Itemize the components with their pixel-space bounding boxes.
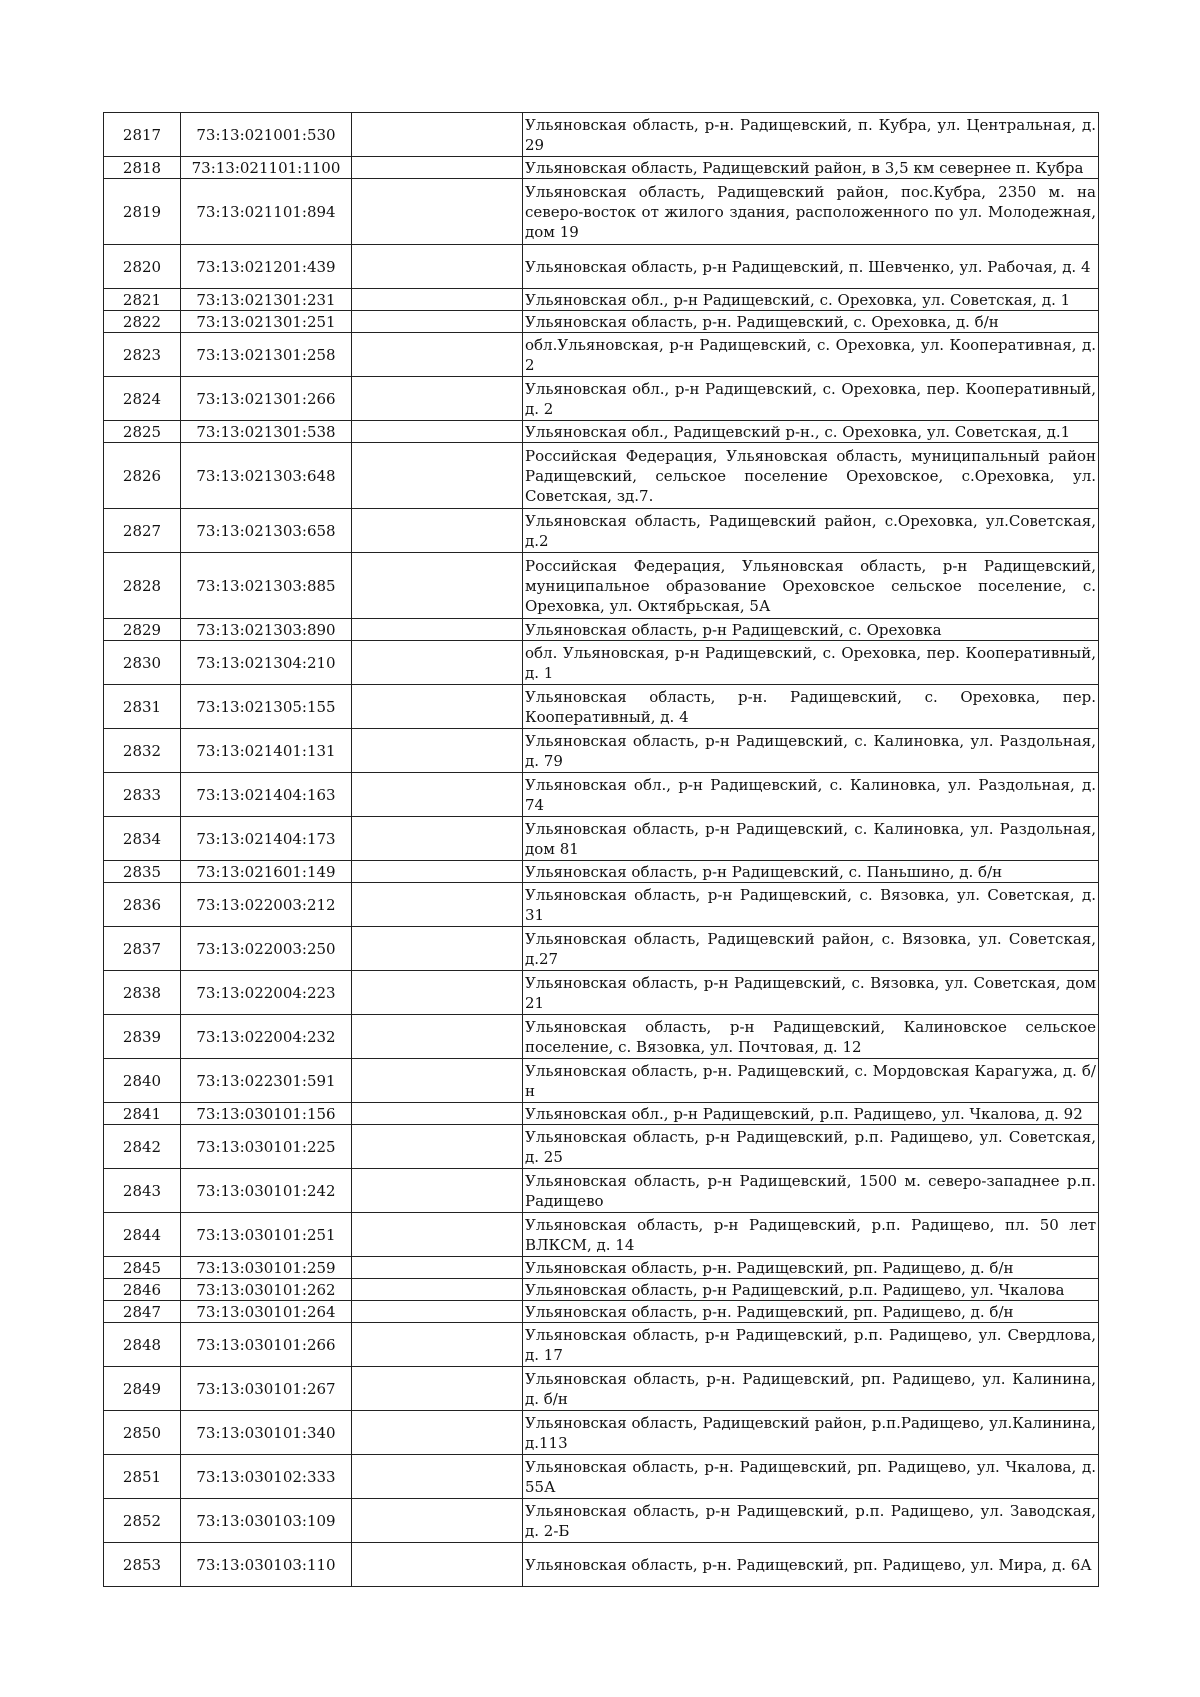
- address-cell: Ульяновская область, р-н Радищевский, с. Паньшино, д. б/н: [523, 861, 1099, 883]
- cadastral-number-cell: 73:13:030101:267: [181, 1367, 352, 1411]
- empty-cell: [352, 1015, 523, 1059]
- table-row: [104, 311, 1099, 333]
- table-row: [104, 1499, 1099, 1543]
- row-number-cell: 2831: [104, 685, 181, 729]
- address-cell: Ульяновская область, р-н Радищевский, р.п. Радищево, ул. Заводская, д. 2-Б: [523, 1499, 1099, 1543]
- address-cell: Ульяновская область, р-н Радищевский, р.п. Радищево, ул. Свердлова, д. 17: [523, 1323, 1099, 1367]
- address-cell: Ульяновская обл., р-н Радищевский, с. Калиновка, ул. Раздольная, д. 74: [523, 773, 1099, 817]
- address-cell: Ульяновская область, р-н. Радищевский, рп. Радищево, д. б/н: [523, 1301, 1099, 1323]
- address-cell: Российская Федерация, Ульяновская область, р-н Радищевский, муниципальное образование Ореховское сельское поселение, с. Ореховка, ул. Октябрьская, 5А: [523, 553, 1099, 619]
- row-number-cell: 2826: [104, 443, 181, 509]
- cadastral-number-cell: 73:13:030102:333: [181, 1455, 352, 1499]
- address-cell: Ульяновская обл., р-н Радищевский, с. Ореховка, пер. Кооперативный, д. 2: [523, 377, 1099, 421]
- row-number-cell: 2841: [104, 1103, 181, 1125]
- table-row: [104, 773, 1099, 817]
- empty-cell: [352, 377, 523, 421]
- row-number-cell: 2823: [104, 333, 181, 377]
- table-row: [104, 729, 1099, 773]
- address-cell: Ульяновская область, р-н. Радищевский, рп. Радищево, ул. Калинина, д. б/н: [523, 1367, 1099, 1411]
- cadastral-number-cell: 73:13:021303:658: [181, 509, 352, 553]
- address-cell: обл. Ульяновская, р-н Радищевский, с. Ореховка, пер. Кооперативный, д. 1: [523, 641, 1099, 685]
- empty-cell: [352, 1125, 523, 1169]
- row-number-cell: 2845: [104, 1257, 181, 1279]
- row-number-cell: 2824: [104, 377, 181, 421]
- empty-cell: [352, 641, 523, 685]
- row-number-cell: 2836: [104, 883, 181, 927]
- address-cell: Ульяновская область, р-н Радищевский, р.п. Радищево, ул. Чкалова: [523, 1279, 1099, 1301]
- row-number-cell: 2850: [104, 1411, 181, 1455]
- empty-cell: [352, 773, 523, 817]
- empty-cell: [352, 1543, 523, 1587]
- cadastral-number-cell: 73:13:030101:262: [181, 1279, 352, 1301]
- table-row: [104, 971, 1099, 1015]
- empty-cell: [352, 1059, 523, 1103]
- table-row: [104, 1257, 1099, 1279]
- empty-cell: [352, 1169, 523, 1213]
- table-row: [104, 927, 1099, 971]
- address-cell: Ульяновская обл., Радищевский р-н., с. Ореховка, ул. Советская, д.1: [523, 421, 1099, 443]
- cadastral-number-cell: 73:13:022003:250: [181, 927, 352, 971]
- table-row: [104, 1103, 1099, 1125]
- row-number-cell: 2834: [104, 817, 181, 861]
- row-number-cell: 2853: [104, 1543, 181, 1587]
- cadastral-number-cell: 73:13:022003:212: [181, 883, 352, 927]
- empty-cell: [352, 729, 523, 773]
- cadastral-number-cell: 73:13:021401:131: [181, 729, 352, 773]
- table-row: [104, 245, 1099, 289]
- row-number-cell: 2821: [104, 289, 181, 311]
- row-number-cell: 2828: [104, 553, 181, 619]
- empty-cell: [352, 553, 523, 619]
- address-cell: Ульяновская область, р-н Радищевский, Калиновское сельское поселение, с. Вязовка, ул. Почтовая, д. 12: [523, 1015, 1099, 1059]
- cadastral-number-cell: 73:13:021303:648: [181, 443, 352, 509]
- table-row: [104, 1455, 1099, 1499]
- empty-cell: [352, 311, 523, 333]
- address-cell: Ульяновская область, р-н Радищевский, р.п. Радищево, пл. 50 лет ВЛКСМ, д. 14: [523, 1213, 1099, 1257]
- row-number-cell: 2843: [104, 1169, 181, 1213]
- cadastral-number-cell: 73:13:021301:258: [181, 333, 352, 377]
- empty-cell: [352, 333, 523, 377]
- row-number-cell: 2848: [104, 1323, 181, 1367]
- address-cell: Ульяновская область, р-н Радищевский, 1500 м. северо-западнее р.п. Радищево: [523, 1169, 1099, 1213]
- address-cell: Ульяновская обл., р-н Радищевский, с. Ореховка, ул. Советская, д. 1: [523, 289, 1099, 311]
- table-row: [104, 289, 1099, 311]
- cadastral-number-cell: 73:13:021305:155: [181, 685, 352, 729]
- table-row: [104, 619, 1099, 641]
- address-cell: Ульяновская область, р-н. Радищевский, рп. Радищево, ул. Чкалова, д. 55А: [523, 1455, 1099, 1499]
- table-row: [104, 553, 1099, 619]
- cadastral-number-cell: 73:13:030101:259: [181, 1257, 352, 1279]
- table-row: [104, 509, 1099, 553]
- cadastral-number-cell: 73:13:030103:110: [181, 1543, 352, 1587]
- row-number-cell: 2847: [104, 1301, 181, 1323]
- row-number-cell: 2820: [104, 245, 181, 289]
- row-number-cell: 2822: [104, 311, 181, 333]
- row-number-cell: 2849: [104, 1367, 181, 1411]
- address-cell: Ульяновская область, р-н Радищевский, с. Ореховка: [523, 619, 1099, 641]
- empty-cell: [352, 113, 523, 157]
- row-number-cell: 2839: [104, 1015, 181, 1059]
- table-row: [104, 157, 1099, 179]
- table-row: [104, 1279, 1099, 1301]
- address-cell: Ульяновская область, р-н. Радищевский, рп. Радищево, ул. Мира, д. 6А: [523, 1543, 1099, 1587]
- table-row: [104, 817, 1099, 861]
- row-number-cell: 2852: [104, 1499, 181, 1543]
- cadastral-number-cell: 73:13:030101:225: [181, 1125, 352, 1169]
- empty-cell: [352, 1257, 523, 1279]
- empty-cell: [352, 443, 523, 509]
- empty-cell: [352, 1455, 523, 1499]
- address-cell: Ульяновская область, р-н. Радищевский, с. Мордовская Карагужа, д. б/н: [523, 1059, 1099, 1103]
- table-row: [104, 861, 1099, 883]
- registry-table-body: [104, 113, 1099, 1587]
- cadastral-number-cell: 73:13:021303:890: [181, 619, 352, 641]
- cadastral-number-cell: 73:13:030101:264: [181, 1301, 352, 1323]
- empty-cell: [352, 619, 523, 641]
- empty-cell: [352, 817, 523, 861]
- row-number-cell: 2830: [104, 641, 181, 685]
- table-row: [104, 1543, 1099, 1587]
- row-number-cell: 2851: [104, 1455, 181, 1499]
- cadastral-number-cell: 73:13:022004:232: [181, 1015, 352, 1059]
- table-row: [104, 1301, 1099, 1323]
- row-number-cell: 2825: [104, 421, 181, 443]
- address-cell: Ульяновская область, р-н Радищевский, с. Вязовка, ул. Советская, дом 21: [523, 971, 1099, 1015]
- row-number-cell: 2817: [104, 113, 181, 157]
- address-cell: Ульяновская область, Радищевский район, в 3,5 км севернее п. Кубра: [523, 157, 1099, 179]
- empty-cell: [352, 1213, 523, 1257]
- address-cell: Ульяновская область, р-н Радищевский, р.п. Радищево, ул. Советская, д. 25: [523, 1125, 1099, 1169]
- cadastral-number-cell: 73:13:022301:591: [181, 1059, 352, 1103]
- cadastral-number-cell: 73:13:021101:1100: [181, 157, 352, 179]
- cadastral-number-cell: 73:13:021404:163: [181, 773, 352, 817]
- empty-cell: [352, 1103, 523, 1125]
- empty-cell: [352, 883, 523, 927]
- cadastral-number-cell: 73:13:021101:894: [181, 179, 352, 245]
- table-row: [104, 685, 1099, 729]
- empty-cell: [352, 157, 523, 179]
- table-row: [104, 1059, 1099, 1103]
- address-cell: Ульяновская область, р-н. Радищевский, рп. Радищево, д. б/н: [523, 1257, 1099, 1279]
- cadastral-number-cell: 73:13:030101:251: [181, 1213, 352, 1257]
- row-number-cell: 2827: [104, 509, 181, 553]
- table-row: [104, 1323, 1099, 1367]
- table-row: [104, 377, 1099, 421]
- row-number-cell: 2844: [104, 1213, 181, 1257]
- table-row: [104, 641, 1099, 685]
- cadastral-number-cell: 73:13:021301:266: [181, 377, 352, 421]
- empty-cell: [352, 971, 523, 1015]
- empty-cell: [352, 289, 523, 311]
- empty-cell: [352, 509, 523, 553]
- empty-cell: [352, 1411, 523, 1455]
- row-number-cell: 2835: [104, 861, 181, 883]
- row-number-cell: 2840: [104, 1059, 181, 1103]
- address-cell: Российская Федерация, Ульяновская область, муниципальный район Радищевский, сельское поселение Ореховское, с.Ореховка, ул. Советская, зд.7.: [523, 443, 1099, 509]
- empty-cell: [352, 927, 523, 971]
- table-row: [104, 333, 1099, 377]
- address-cell: Ульяновская область, р-н Радищевский, с. Вязовка, ул. Советская, д. 31: [523, 883, 1099, 927]
- table-row: [104, 1015, 1099, 1059]
- address-cell: Ульяновская область, р-н Радищевский, с. Калиновка, ул. Раздольная, д. 79: [523, 729, 1099, 773]
- address-cell: Ульяновская область, р-н. Радищевский, с. Ореховка, пер. Кооперативный, д. 4: [523, 685, 1099, 729]
- empty-cell: [352, 1367, 523, 1411]
- address-cell: Ульяновская область, р-н Радищевский, с. Калиновка, ул. Раздольная, дом 81: [523, 817, 1099, 861]
- address-cell: Ульяновская область, Радищевский район, пос.Кубра, 2350 м. на северо-восток от жилого здания, расположенного по ул. Молодежная, дом 19: [523, 179, 1099, 245]
- table-row: [104, 1367, 1099, 1411]
- table-row: [104, 421, 1099, 443]
- property-registry-table: [103, 112, 1099, 1587]
- address-cell: обл.Ульяновская, р-н Радищевский, с. Ореховка, ул. Кооперативная, д. 2: [523, 333, 1099, 377]
- row-number-cell: 2846: [104, 1279, 181, 1301]
- row-number-cell: 2837: [104, 927, 181, 971]
- empty-cell: [352, 685, 523, 729]
- cadastral-number-cell: 73:13:021404:173: [181, 817, 352, 861]
- empty-cell: [352, 421, 523, 443]
- table-row: [104, 883, 1099, 927]
- row-number-cell: 2832: [104, 729, 181, 773]
- empty-cell: [352, 1301, 523, 1323]
- row-number-cell: 2818: [104, 157, 181, 179]
- row-number-cell: 2829: [104, 619, 181, 641]
- table-row: [104, 113, 1099, 157]
- table-row: [104, 179, 1099, 245]
- cadastral-number-cell: 73:13:021201:439: [181, 245, 352, 289]
- empty-cell: [352, 1279, 523, 1301]
- address-cell: Ульяновская область, р-н. Радищевский, с. Ореховка, д. б/н: [523, 311, 1099, 333]
- address-cell: Ульяновская обл., р-н Радищевский, р.п. Радищево, ул. Чкалова, д. 92: [523, 1103, 1099, 1125]
- table-row: [104, 443, 1099, 509]
- cadastral-number-cell: 73:13:022004:223: [181, 971, 352, 1015]
- address-cell: Ульяновская область, Радищевский район, р.п.Радищево, ул.Калинина, д.113: [523, 1411, 1099, 1455]
- cadastral-number-cell: 73:13:021301:231: [181, 289, 352, 311]
- empty-cell: [352, 179, 523, 245]
- address-cell: Ульяновская область, р-н Радищевский, п. Шевченко, ул. Рабочая, д. 4: [523, 245, 1099, 289]
- cadastral-number-cell: 73:13:021601:149: [181, 861, 352, 883]
- empty-cell: [352, 1499, 523, 1543]
- cadastral-number-cell: 73:13:030101:156: [181, 1103, 352, 1125]
- cadastral-number-cell: 73:13:030101:340: [181, 1411, 352, 1455]
- address-cell: Ульяновская область, Радищевский район, с.Ореховка, ул.Советская, д.2: [523, 509, 1099, 553]
- empty-cell: [352, 1323, 523, 1367]
- table-row: [104, 1169, 1099, 1213]
- row-number-cell: 2842: [104, 1125, 181, 1169]
- table-row: [104, 1125, 1099, 1169]
- cadastral-number-cell: 73:13:021301:251: [181, 311, 352, 333]
- cadastral-number-cell: 73:13:021303:885: [181, 553, 352, 619]
- address-cell: Ульяновская область, Радищевский район, с. Вязовка, ул. Советская, д.27: [523, 927, 1099, 971]
- empty-cell: [352, 861, 523, 883]
- row-number-cell: 2819: [104, 179, 181, 245]
- table-row: [104, 1411, 1099, 1455]
- cadastral-number-cell: 73:13:030101:266: [181, 1323, 352, 1367]
- row-number-cell: 2833: [104, 773, 181, 817]
- cadastral-number-cell: 73:13:021001:530: [181, 113, 352, 157]
- cadastral-number-cell: 73:13:030103:109: [181, 1499, 352, 1543]
- cadastral-number-cell: 73:13:021301:538: [181, 421, 352, 443]
- empty-cell: [352, 245, 523, 289]
- table-row: [104, 1213, 1099, 1257]
- cadastral-number-cell: 73:13:030101:242: [181, 1169, 352, 1213]
- row-number-cell: 2838: [104, 971, 181, 1015]
- cadastral-number-cell: 73:13:021304:210: [181, 641, 352, 685]
- address-cell: Ульяновская область, р-н. Радищевский, п. Кубра, ул. Центральная, д. 29: [523, 113, 1099, 157]
